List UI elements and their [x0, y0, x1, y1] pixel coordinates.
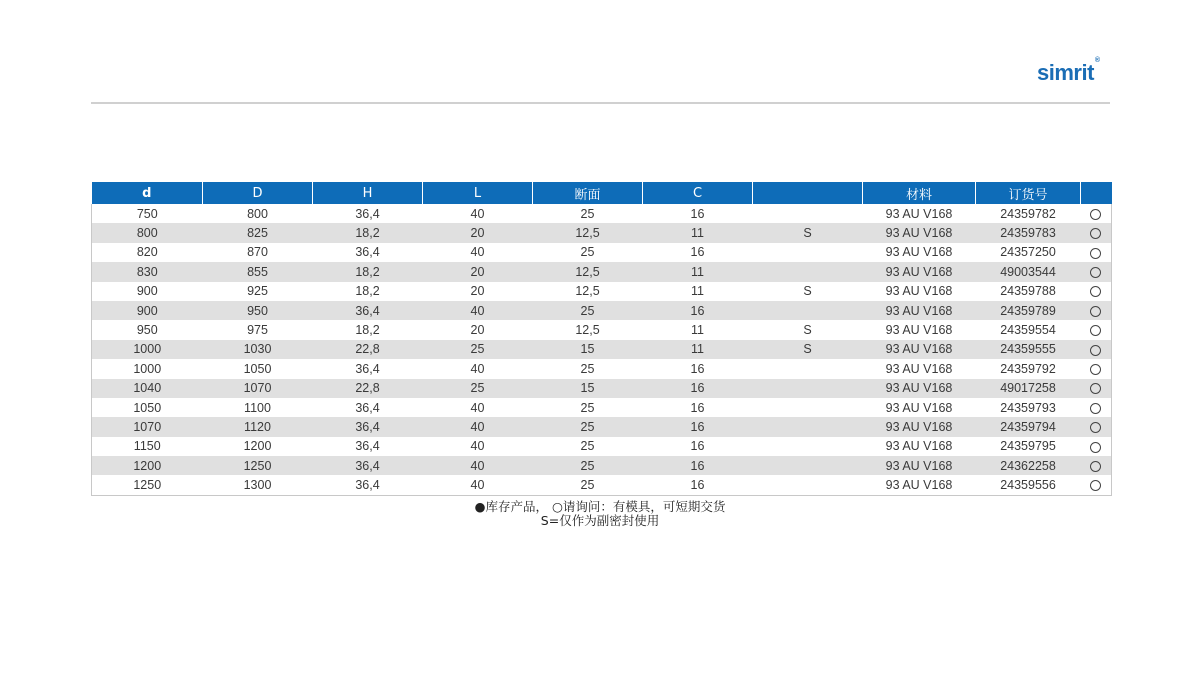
table-row [92, 379, 1112, 398]
table-cell: 24359789 [976, 301, 1081, 320]
table-cell: 36,4 [313, 398, 423, 417]
table-cell: 36,4 [313, 417, 423, 436]
table-cell: 25 [533, 456, 643, 475]
table-cell: 49003544 [976, 262, 1081, 281]
table-cell: 25 [533, 204, 643, 223]
table-cell: 16 [643, 437, 753, 456]
simrit-logo [1037, 56, 1100, 90]
table-cell: 40 [423, 475, 533, 495]
table-cell: 16 [643, 456, 753, 475]
table-cell: 22,8 [313, 379, 423, 398]
table-cell: 40 [423, 398, 533, 417]
table-cell: 20 [423, 262, 533, 281]
table-cell: 36,4 [313, 204, 423, 223]
table-cell: 24359795 [976, 437, 1081, 456]
open-circle-icon [1090, 364, 1101, 375]
table-cell: 18,2 [313, 282, 423, 301]
table-row [92, 340, 1112, 359]
open-circle-icon [1090, 345, 1101, 356]
header-divider [91, 102, 1110, 104]
table-row [92, 320, 1112, 339]
table-cell: 93 AU V168 [863, 437, 976, 456]
table-cell: S [753, 223, 863, 242]
table-cell: 1070 [92, 417, 203, 436]
table-cell: 36,4 [313, 475, 423, 495]
availability-cell [1081, 320, 1112, 339]
open-circle-icon [1090, 442, 1101, 453]
availability-cell [1081, 475, 1112, 495]
table-cell: 24359555 [976, 340, 1081, 359]
column-header: d [92, 182, 203, 204]
open-circle-icon [1090, 248, 1101, 259]
table-cell: 16 [643, 417, 753, 436]
table-cell: 1150 [92, 437, 203, 456]
table-row [92, 359, 1112, 378]
table-cell: 11 [643, 262, 753, 281]
table-cell: 25 [423, 340, 533, 359]
availability-cell [1081, 437, 1112, 456]
table-cell: 855 [203, 262, 313, 281]
table-cell: 900 [92, 282, 203, 301]
table-cell: 40 [423, 301, 533, 320]
table-cell: 12,5 [533, 223, 643, 242]
table-cell: 25 [533, 475, 643, 495]
table-cell: 18,2 [313, 320, 423, 339]
table-cell [753, 417, 863, 436]
table-cell: 900 [92, 301, 203, 320]
open-circle-icon [1090, 383, 1101, 394]
table-cell [753, 379, 863, 398]
table-cell: 20 [423, 223, 533, 242]
table-cell: 36,4 [313, 301, 423, 320]
table-cell: 1070 [203, 379, 313, 398]
availability-cell [1081, 204, 1112, 223]
availability-cell [1081, 417, 1112, 436]
table-cell: 1100 [203, 398, 313, 417]
availability-cell [1081, 243, 1112, 262]
availability-cell [1081, 379, 1112, 398]
open-circle-icon [1090, 306, 1101, 317]
table-cell: 25 [533, 301, 643, 320]
column-header: 材料 [863, 182, 976, 204]
availability-cell [1081, 398, 1112, 417]
table-row [92, 301, 1112, 320]
table-cell: 24359788 [976, 282, 1081, 301]
table-cell: 16 [643, 301, 753, 320]
table-cell: 22,8 [313, 340, 423, 359]
table-cell: 25 [423, 379, 533, 398]
table-cell [753, 243, 863, 262]
table-cell: S [753, 320, 863, 339]
table-row [92, 223, 1112, 242]
table-cell: 24359782 [976, 204, 1081, 223]
table-cell: 950 [92, 320, 203, 339]
table-cell: 24359783 [976, 223, 1081, 242]
table-cell: 750 [92, 204, 203, 223]
footnote-secondary-seal: S=仅作为副密封使用 [540, 513, 660, 528]
table-cell [753, 398, 863, 417]
column-header: D [203, 182, 313, 204]
table-cell: 870 [203, 243, 313, 262]
column-header: 订货号 [976, 182, 1081, 204]
open-circle-icon [1090, 461, 1101, 472]
table-cell: 950 [203, 301, 313, 320]
table-cell [753, 437, 863, 456]
table-cell: 24359793 [976, 398, 1081, 417]
table-cell: 1300 [203, 475, 313, 495]
table-cell: 925 [203, 282, 313, 301]
table-row [92, 398, 1112, 417]
open-circle-icon [1090, 228, 1101, 239]
table-cell: 800 [92, 223, 203, 242]
table-cell: 40 [423, 204, 533, 223]
table-cell: 16 [643, 379, 753, 398]
table-cell: 16 [643, 204, 753, 223]
table-cell: S [753, 282, 863, 301]
availability-cell [1081, 223, 1112, 242]
table-cell: 25 [533, 437, 643, 456]
table-cell: 1250 [203, 456, 313, 475]
availability-cell [1081, 456, 1112, 475]
table-cell: 25 [533, 359, 643, 378]
table-cell: 1040 [92, 379, 203, 398]
table-cell [753, 204, 863, 223]
availability-cell [1081, 282, 1112, 301]
table-cell: 25 [533, 417, 643, 436]
availability-cell [1081, 301, 1112, 320]
table-cell: 11 [643, 340, 753, 359]
availability-cell [1081, 359, 1112, 378]
table-cell: 1050 [203, 359, 313, 378]
table-cell [753, 456, 863, 475]
registered-mark: ® [1094, 56, 1100, 64]
table-cell: 93 AU V168 [863, 262, 976, 281]
table-cell: 1030 [203, 340, 313, 359]
table-cell: 93 AU V168 [863, 379, 976, 398]
table-cell: 1200 [92, 456, 203, 475]
table-cell: 12,5 [533, 262, 643, 281]
table-cell: 1050 [92, 398, 203, 417]
table-cell: 93 AU V168 [863, 243, 976, 262]
table-cell [753, 301, 863, 320]
table-cell: 24359794 [976, 417, 1081, 436]
table-cell: 1200 [203, 437, 313, 456]
footnote-stock: ●库存产品， ○请询问：有模具，可短期交货 [474, 499, 726, 514]
table-cell: 93 AU V168 [863, 301, 976, 320]
table-cell: 11 [643, 320, 753, 339]
table-cell: 825 [203, 223, 313, 242]
table-row [92, 204, 1112, 223]
table-cell [753, 475, 863, 495]
table-cell: 18,2 [313, 223, 423, 242]
table-cell: 15 [533, 340, 643, 359]
table-cell: 820 [92, 243, 203, 262]
table-cell: 49017258 [976, 379, 1081, 398]
table-cell: 16 [643, 243, 753, 262]
table-cell: 93 AU V168 [863, 282, 976, 301]
brand-name: simrit [1037, 60, 1094, 85]
table-cell: 25 [533, 398, 643, 417]
table-cell: 93 AU V168 [863, 359, 976, 378]
table-cell: 24357250 [976, 243, 1081, 262]
open-circle-icon [1090, 267, 1101, 278]
table-cell: 36,4 [313, 359, 423, 378]
table-cell: 40 [423, 359, 533, 378]
table-row [92, 243, 1112, 262]
table-body [92, 204, 1112, 495]
table-row [92, 282, 1112, 301]
table-cell: 24359556 [976, 475, 1081, 495]
table-row [92, 437, 1112, 456]
table-cell: 15 [533, 379, 643, 398]
open-circle-icon [1090, 286, 1101, 297]
open-circle-icon [1090, 325, 1101, 336]
table-cell: 36,4 [313, 456, 423, 475]
table-cell: 24362258 [976, 456, 1081, 475]
table-cell: 25 [533, 243, 643, 262]
table-cell: 12,5 [533, 282, 643, 301]
table-row [92, 475, 1112, 495]
table-cell: 40 [423, 456, 533, 475]
open-circle-icon [1090, 403, 1101, 414]
column-header: 断面 [533, 182, 643, 204]
table-cell: 800 [203, 204, 313, 223]
table-cell: 93 AU V168 [863, 340, 976, 359]
table-cell: 18,2 [313, 262, 423, 281]
table-cell: 1000 [92, 340, 203, 359]
table-cell: 40 [423, 243, 533, 262]
table-cell: 20 [423, 320, 533, 339]
open-circle-icon [1090, 422, 1101, 433]
table-cell: 11 [643, 282, 753, 301]
seal-dimension-table [91, 182, 1112, 496]
table-cell: 1000 [92, 359, 203, 378]
open-circle-icon [1090, 209, 1101, 220]
table-cell: 11 [643, 223, 753, 242]
table-cell: 975 [203, 320, 313, 339]
table-cell: 24359792 [976, 359, 1081, 378]
column-header: L [423, 182, 533, 204]
availability-cell [1081, 262, 1112, 281]
table-cell [753, 359, 863, 378]
table-cell: 93 AU V168 [863, 204, 976, 223]
table-cell: 16 [643, 398, 753, 417]
column-header [1081, 182, 1112, 204]
table-cell: 93 AU V168 [863, 223, 976, 242]
table-cell: 20 [423, 282, 533, 301]
table-cell: 1120 [203, 417, 313, 436]
table-cell: 93 AU V168 [863, 398, 976, 417]
table-cell: 40 [423, 437, 533, 456]
table-cell: 93 AU V168 [863, 456, 976, 475]
table-cell: 24359554 [976, 320, 1081, 339]
table-cell: 1250 [92, 475, 203, 495]
column-header: C [643, 182, 753, 204]
table-cell: 93 AU V168 [863, 475, 976, 495]
table-row [92, 417, 1112, 436]
table-cell: 93 AU V168 [863, 417, 976, 436]
availability-cell [1081, 340, 1112, 359]
table-cell: 12,5 [533, 320, 643, 339]
table-cell: 16 [643, 475, 753, 495]
table-header-row [92, 182, 1112, 204]
table-cell: 36,4 [313, 243, 423, 262]
table-cell: 36,4 [313, 437, 423, 456]
column-header: H [313, 182, 423, 204]
open-circle-icon [1090, 480, 1101, 491]
column-header [753, 182, 863, 204]
table-cell [753, 262, 863, 281]
table-cell: 830 [92, 262, 203, 281]
table-cell: 40 [423, 417, 533, 436]
table-row [92, 456, 1112, 475]
table-cell: 93 AU V168 [863, 320, 976, 339]
table-row [92, 262, 1112, 281]
table-cell: 16 [643, 359, 753, 378]
table-cell: S [753, 340, 863, 359]
